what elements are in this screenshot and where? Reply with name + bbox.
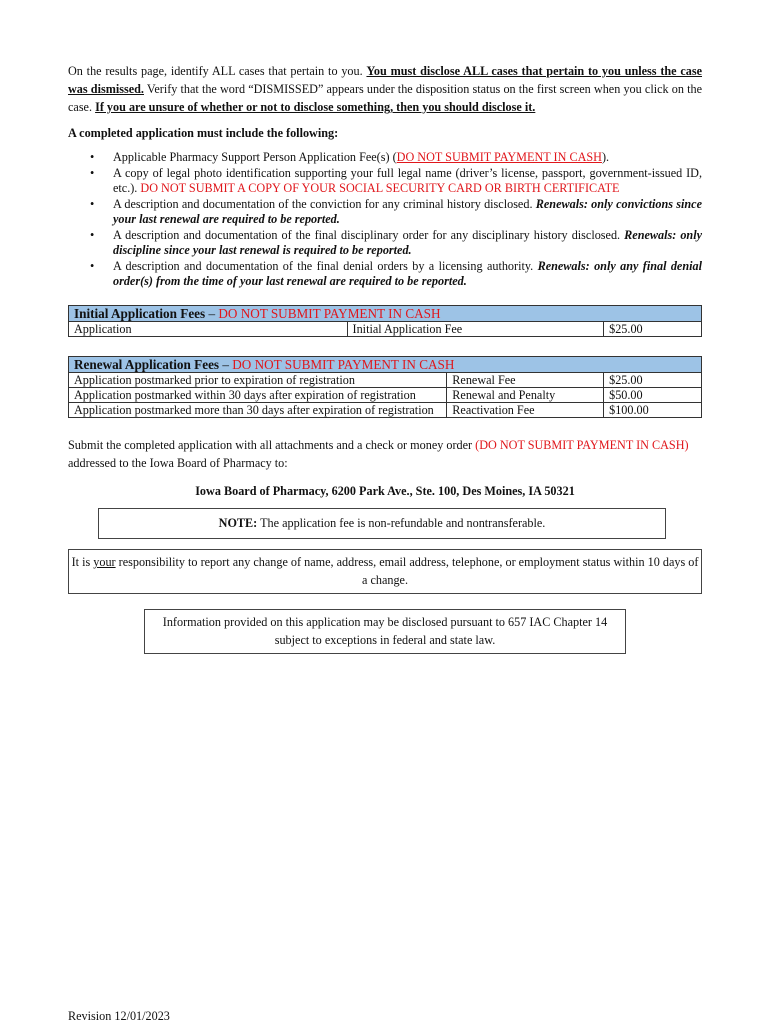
note-text: The application fee is non-refundable and nontransferable. [257,516,546,530]
page-content [68,62,702,500]
table-cell: $25.00 [604,321,702,336]
requirement-text-end: ). [601,150,610,164]
table-row [69,402,702,417]
table-cell: $25.00 [604,372,702,387]
bullet-icon: • [90,258,95,273]
requirements-list [68,150,702,290]
bullet-icon: • [90,150,95,164]
requirement-text: A description and documentation of the final disciplinary order for any disciplinary history disclosed. [113,227,625,242]
intro-unsure-note: If you are unsure of whether or not to disclose something, then you should disclose it. [95,100,536,114]
disclosure-box: Information provided on this application may be disclosed pursuant to 657 IAC Chapter 14 subject to exceptions in federal and state law. [144,609,626,654]
table-cell: Reactivation Fee [447,402,604,417]
requirement-item [68,228,702,259]
responsibility-box [68,549,702,594]
requirement-text: A description and documentation of the conviction for any criminal history disclosed. [113,196,536,211]
dash: – [205,305,219,321]
intro-text-2: Verify that the word “DISMISSED” appears under the disposition status on the first screen when you click on the case. [68,82,702,114]
initial-fees-table [68,305,702,337]
initial-fees-title: Initial Application Fees [74,305,206,321]
table-row [69,321,702,336]
note-box [98,508,666,539]
requirement-warning: DO NOT SUBMIT A COPY OF YOUR SOCIAL SECURITY CARD OR BIRTH CERTIFICATE [140,181,620,195]
requirement-warning: DO NOT SUBMIT PAYMENT IN CASH [396,150,602,164]
dash: – [219,356,233,372]
initial-fees-warning: DO NOT SUBMIT PAYMENT IN CASH [218,305,441,321]
submit-warning: (DO NOT SUBMIT PAYMENT IN CASH) [475,437,689,452]
requirement-renewal-note: Renewals: only any final denial order(s) from the time of your last renewal are required to be reported. [113,258,702,288]
intro-text-1: On the results page, identify ALL cases that pertain to you. [68,64,367,78]
table-cell: Application postmarked more than 30 days after expiration of registration [69,402,447,417]
renewal-fees-header [69,356,702,372]
table-cell: Renewal and Penalty [447,387,604,402]
requirements-heading: A completed application must include the following: [68,126,339,140]
bullet-icon: • [90,165,95,180]
renewal-fees-warning: DO NOT SUBMIT PAYMENT IN CASH [232,356,455,372]
table-row [69,372,702,387]
table-cell: Application postmarked prior to expiration of registration [69,372,447,387]
initial-fees-header [69,305,702,321]
requirement-item [68,166,702,197]
revision-date: Revision 12/01/2023 [68,1009,170,1023]
submit-instructions [68,436,702,472]
bullet-icon: • [90,196,95,211]
intro-disclose-all: You must disclose ALL cases that pertain to you unless the case was dismissed. [68,64,703,96]
requirement-renewal-note: Renewals: only discipline since your last renewal is required to be reported. [113,227,703,257]
intro-paragraph [68,62,702,116]
table-cell: Renewal Fee [447,372,604,387]
table-row [69,387,702,402]
responsibility-text-end: responsibility to report any change of name, address, email address, telephone, or employment status within 10 days of a change. [115,555,699,587]
table-cell: Initial Application Fee [347,321,604,336]
responsibility-emphasis: your [93,555,116,569]
bullet-icon: • [90,227,95,242]
requirement-item [68,259,702,290]
requirement-renewal-note: Renewals: only convictions since your last renewal are required to be reported. [113,196,702,226]
table-cell: $50.00 [604,387,702,402]
requirement-text: A copy of legal photo identification supporting your full legal name (driver’s license, passport, government-issued ID, etc.). [113,165,702,195]
requirement-text: Applicable Pharmacy Support Person Application Fee(s) ( [113,150,397,164]
requirement-text: A description and documentation of the final denial orders by a licensing authority. [113,258,538,273]
board-address: Iowa Board of Pharmacy, 6200 Park Ave., Ste. 100, Des Moines, IA 50321 [195,483,575,498]
submit-text-end: addressed to the Iowa Board of Pharmacy to: [68,455,288,470]
submit-text: Submit the completed application with all attachments and a check or money order [68,437,476,452]
renewal-fees-table [68,356,702,418]
note-label: NOTE: [218,516,258,530]
requirement-item [68,197,702,228]
table-cell: $100.00 [604,402,702,417]
renewal-fees-title: Renewal Application Fees [74,356,220,372]
table-cell: Application postmarked within 30 days after expiration of registration [69,387,447,402]
table-cell: Application [69,321,348,336]
responsibility-text: It is [71,555,94,569]
requirement-item [68,150,702,166]
